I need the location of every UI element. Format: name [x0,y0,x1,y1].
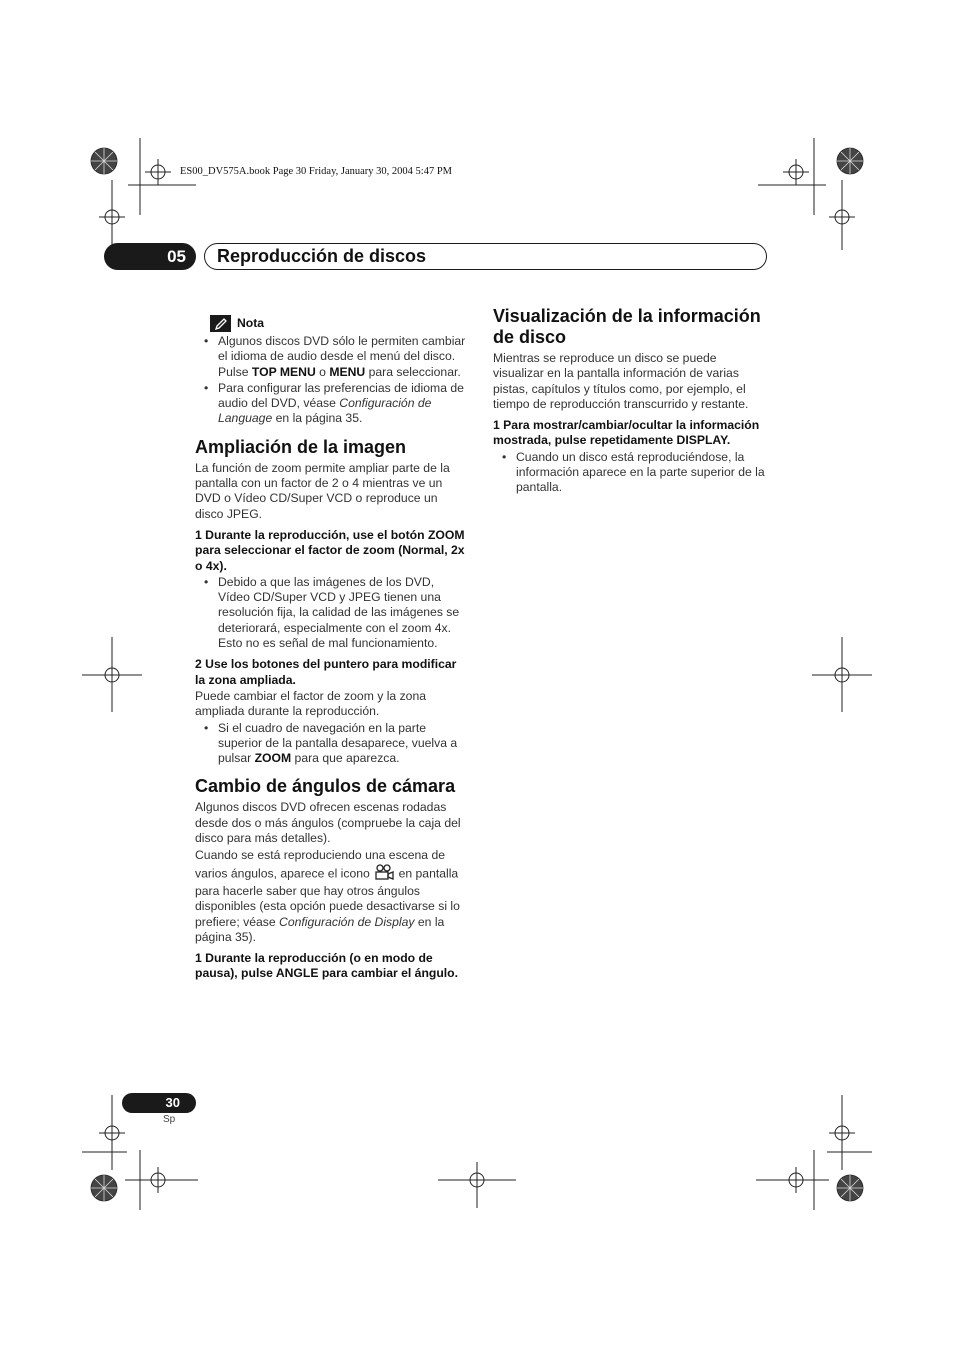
info-heading: Visualización de la información de disco [493,306,761,347]
note-list [195,334,468,427]
chapter-title: Reproducción de discos [204,243,767,270]
pencil-icon [210,315,231,332]
zoom-step-2-text: Puede cambiar el factor de zoom y la zona ampliada durante la reproducción. [195,688,427,719]
page-language: Sp [163,1114,176,1125]
angles-intro: Algunos discos DVD ofrecen escenas rodadas desde dos o más ángulos (compruebe la caja del disco para más detalles). [195,800,461,846]
zoom-heading: Ampliación de la imagen [195,436,407,457]
info-step-1: 1 Para mostrar/cambiar/ocultar la información mostrada, pulse repetidamente DISPLAY. [493,418,760,448]
zoom-step-1-bullet: • Debido a que las imágenes de los DVD, Vídeo CD/Super VCD y JPEG tienen una resolución fija, la calidad de las imágenes se deteriorará, especialmente con el zoom 4x. Esto no es señal de mal funcionamiento. [195,575,468,651]
zoom-step-2-bullet: • Si el cuadro de navegación en la parte superior de la pantalla desaparece, vuelva a pulsar ZOOM para que aparezca. [195,721,468,767]
chapter-number: 05 [104,243,196,270]
note-label: Nota [237,315,265,330]
left-column [195,315,468,983]
right-column [493,298,766,500]
note-item: • Para configurar las preferencias de idioma de audio del DVD, véase Configuración de Language en la página 35. [195,381,468,427]
angles-step-1: 1 Durante la reproducción (o en modo de pausa), pulse ANGLE para cambiar el ángulo. [195,951,459,981]
info-step-1-bullet: • Cuando un disco está reproduciéndose, la información aparece en la parte superior de la pantalla. [493,450,766,496]
info-intro: Mientras se reproduce un disco se puede visualizar en la pantalla información de varias pistas, capítulos y títulos como, por ejemplo, el tiempo de reproducción transcurrido y restante. [493,351,749,411]
angles-heading: Cambio de ángulos de cámara [195,776,456,797]
zoom-intro: La función de zoom permite ampliar parte de la pantalla con un factor de 2 o 4 mientras ve un DVD o Vídeo CD/Super VCD o reproduce un disco JPEG. [195,460,450,521]
note-item: • Algunos discos DVD sólo le permiten cambiar el idioma de audio desde el menú del disco. Pulse TOP MENU o MENU para seleccionar. [195,334,468,380]
angles-text: Cuando se está reproduciendo una escena de varios ángulos, aparece el icono en pantalla para hacerle saber que hay otros ángulos disponibles (esta opción puede desactivarse si lo prefiere; véase Configuración de Display en la página 35). [195,848,460,944]
print-header: ES00_DV575A.book Page 30 Friday, January 30, 2004 5:47 PM [180,166,453,177]
zoom-step-2: 2 Use los botones del puntero para modificar la zona ampliada. [195,657,457,687]
note-heading [210,315,468,332]
zoom-step-1: 1 Durante la reproducción, use el botón ZOOM para seleccionar el factor de zoom (Normal, 2x o 4x). [195,527,465,573]
camera-icon [373,864,395,884]
page-number: 30 [122,1093,196,1113]
